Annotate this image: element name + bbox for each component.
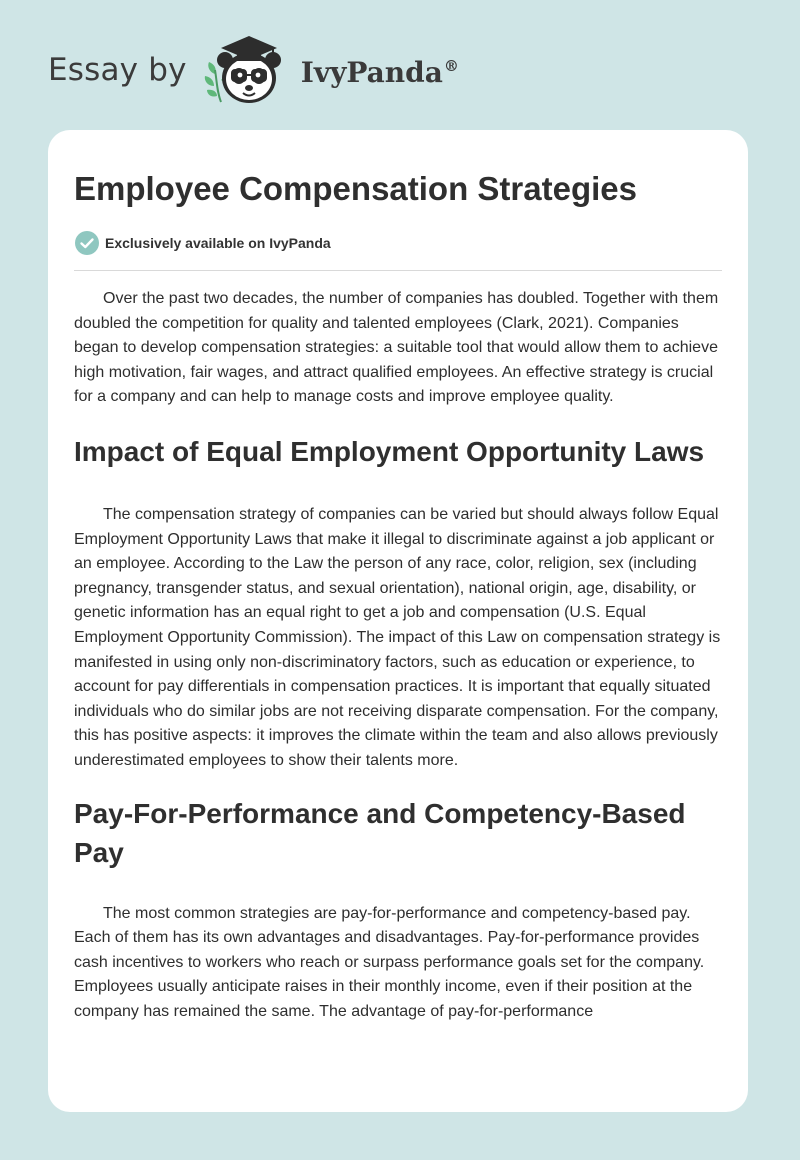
check-circle-icon <box>74 230 100 256</box>
section-paragraph: The most common strategies are pay-for-performance and competency-based pay. Each of them has its own advantages and disadvantages. Pay-for-performance provides cash incentives to workers who reach or surpass performance goals set for the company. Employees usually anticipate raises in their monthly income, even if their position at the company has remained the same. The advantage of pay-for-performance <box>74 904 705 1020</box>
brand-prefix: Essay by <box>48 52 187 88</box>
article-card <box>48 130 748 1112</box>
brand-header <box>48 30 459 110</box>
panda-graduate-icon[interactable] <box>201 30 297 110</box>
registered-mark: ® <box>443 57 459 76</box>
section-heading: Pay-For-Performance and Competency-Based Pay <box>74 797 686 868</box>
divider <box>74 270 722 271</box>
page-title: Employee Compensation Strategies <box>74 170 637 207</box>
section-heading: Impact of Equal Employment Opportunity Laws <box>74 435 705 467</box>
exclusive-badge-text: Exclusively available on IvyPanda <box>105 235 331 251</box>
intro-paragraph: Over the past two decades, the number of companies has doubled. Together with them doubled the competition for quality and talented employees (Clark, 2021). Companies began to develop compensation strategies: a suitable tool that would allow them to achieve high motivation, fair wages, and attract qualified employees. An effective strategy is crucial for a company and can help to manage costs and improve employee quality. <box>74 290 719 406</box>
brand-name[interactable]: IvyPanda® <box>300 55 459 89</box>
section-paragraph: The compensation strategy of companies can be varied but should always follow Equal Employment Opportunity Laws that make it illegal to discriminate against a job applicant or an employee. According to the Law the person of any race, color, religion, sex (including pregnancy, transgender status, and sexual orientation), national origin, age, disability, or genetic information has an equal right to get a job and compensation (U.S. Equal Employment Opportunity Commission). The impact of this Law on compensation strategy is manifested in using only non-discriminatory factors, such as education or experience, to account for pay differentials in compensation practices. It is important that equally situated individuals who do similar jobs are not receiving disparate compensation. For the company, this has positive aspects: it improves the climate within the team and also allows previously underestimated employees to show their talents more. <box>74 505 721 769</box>
exclusive-badge <box>74 230 722 256</box>
